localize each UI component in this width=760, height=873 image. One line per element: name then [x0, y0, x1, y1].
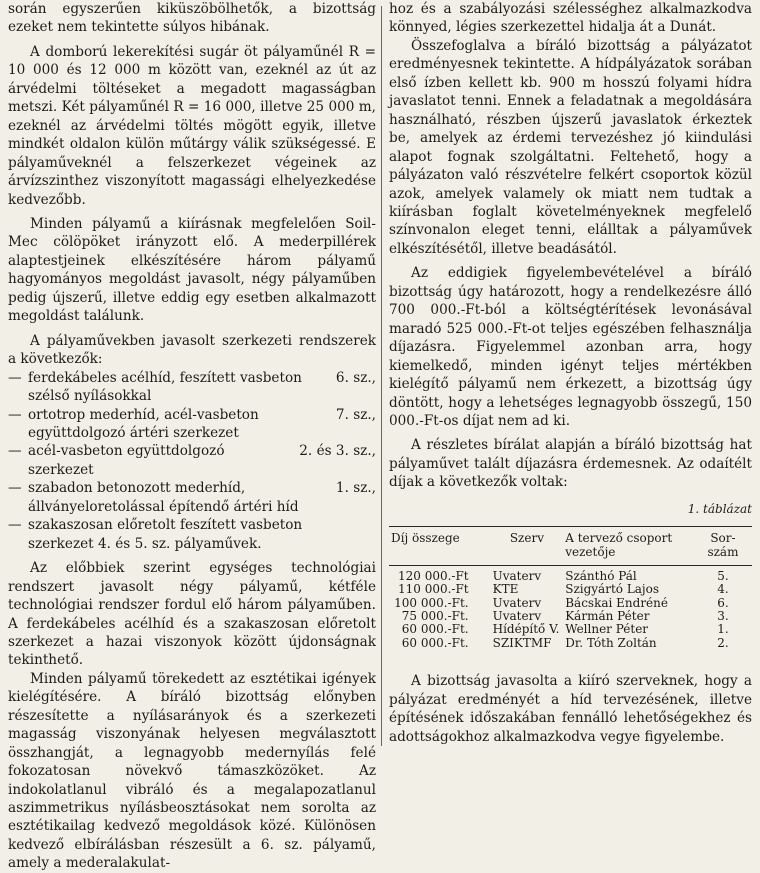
cell-org: KTE	[492, 582, 519, 597]
table-header-row	[389, 526, 752, 565]
list-item-number: 7. sz.,	[335, 406, 376, 423]
list-item: — ferdekábeles acélhíd, feszített vasbeton szélső nyílásokkal 6. sz.,	[8, 369, 376, 405]
column-header: Sor-szám	[707, 530, 739, 559]
cell-amount: 60 000.-Ft.	[401, 635, 469, 650]
column-header: Szerv	[509, 530, 544, 545]
cell-amount: 60 000.-Ft.	[401, 622, 469, 637]
structure-list	[8, 369, 376, 554]
table-row	[389, 623, 752, 636]
paragraph: Minden pályamű a kiírásnak megfelelően Soil-Mec cölöpöket irányzott elő. A mederpillérek alaptestjeinek elkészítésére három pályamű hagyományos megoldást javasolt, négy pályaműben pedig újszerű, illetve eddig egy esetben alkalmazott megoldást találunk.	[8, 215, 376, 325]
cell-number: 1.	[717, 622, 729, 637]
cell-org: Hídépítő V.	[492, 622, 560, 637]
list-item-text: szakaszosan előretolt feszített vasbeton szerkezet 4. és 5. sz. pályaművek.	[28, 517, 303, 552]
list-item-number	[370, 516, 376, 553]
cell-number: 3.	[717, 609, 729, 623]
paragraph: Az eddigiek figyelembevételével a bíráló bizottság úgy határozott, hogy a rendelkezésre álló 700 000.-Ft-ból a költségtérítések levonásával maradó 525 000.-Ft-ot teljes egészében felhasználja díjazásra. Figyelemmel azonban arra, hogy kiemelkedő, minden igényt teljes mértékben kielégítő pályamű nem érkezett, a bizottság úgy döntött, hogy a lehetséges legnagyobb összegű, 150 000.-Ft-os díjat nem ad ki.	[389, 265, 752, 429]
paragraph: A részletes bírálat alapján a bíráló bizottság hat pályaművet talált díjazásra érdemesnek. Az odaítélt díjak a következők voltak:	[389, 437, 752, 491]
list-item-number: 1. sz.,	[335, 480, 376, 497]
cell-org: SZIKTMF	[492, 635, 552, 650]
paragraph: Minden pályamű törekedett az esztétikai igények kielégítésére. A bíráló bizottság előnyben részesítette a nyílásarányok és a szerkezeti magasság viszonyának helyesen megválasztott összhangját, a legnagyobb medernyílás felé fokozatosan növekvő támaszközöket. Az indokolatlanul vibráló és a megalapozatlanul aszimmetrikus nyílásbeosztásokat nem sorolta az esztétikailag kedvező megoldások közé. Különösen kedvező elbírálásban részesült a 6. sz. pályamű, amely a mederalakulat-	[8, 670, 376, 872]
list-item-text: szabadon betonozott mederhíd, állványeloretolással építendő ártéri híd	[28, 480, 299, 515]
paragraph: során egyszerűen kiküszöbölhetők, a bizottság ezeket nem tekintette súlyos hibának.	[8, 1, 376, 36]
list-item-text: ortotrop mederhíd, acél-vasbeton együttdolgozó ártéri szerkezet	[28, 406, 259, 441]
prize-table	[389, 526, 752, 650]
cell-org: Uvaterv	[492, 595, 542, 610]
cell-number: 2.	[717, 635, 729, 650]
table-row	[389, 565, 752, 583]
cell-leader: Dr. Tóth Zoltán	[565, 635, 657, 650]
column-header: A tervező csoport vezetője	[565, 530, 673, 559]
cell-org: Uvaterv	[492, 609, 542, 623]
paragraph: hoz és a szabályozási szélességhez alkalmazkodva könnyed, légies szerkezettel hidalja át a Dunát.	[389, 1, 752, 36]
table-row	[389, 610, 752, 623]
cell-leader: Kármán Péter	[565, 609, 650, 623]
cell-org: Uvaterv	[492, 568, 542, 583]
cell-amount: 120 000.-Ft	[397, 568, 469, 583]
paragraph: Összefoglalva a bíráló bizottság a pályázatot eredményesnek tekintette. A hídpályázatok sorában első ízben kellett kb. 900 m hosszú folyami hídra javaslatot tenni. Ennek a feladatnak a megoldására használható, részben újszerű javaslatok érkeztek be, amelyek az érdemi tervezéshez jó kiindulási alapot fognak szolgáltatni. Feltehető, hogy a pályázaton való részvételre felkért csoportok közül azok, amelyek valamely ok miatt nem tudtak a kiírásban foglalt követelményeknek megfelelő színvonalon eleget tenni, elálltak a pályaművek elkészítésétől, illetve beadásától.	[389, 37, 752, 257]
cell-leader: Szigyártó Lajos	[565, 582, 660, 597]
list-item-number: 2. és 3. sz.,	[299, 443, 376, 460]
table-row	[389, 637, 752, 650]
list-item: — szakaszosan előretolt feszített vasbeton szerkezet 4. és 5. sz. pályaművek.	[8, 516, 376, 553]
table-caption: 1. táblázat	[687, 501, 752, 516]
list-item: — szabadon betonozott mederhíd, állványeloretolással építendő ártéri híd 1. sz.,	[8, 480, 376, 515]
column-divider	[381, 6, 382, 746]
cell-number: 5.	[717, 568, 729, 583]
left-column	[8, 0, 376, 873]
list-item: — acél-vasbeton együttdolgozó szerkezet 2. és 3. sz.,	[8, 443, 376, 478]
table-row	[389, 597, 752, 610]
paragraph: Az előbbiek szerint egységes technológiai rendszert javasolt négy pályamű, kétféle technológiai rendszer fordul elő három pályaműben. A ferdekábeles acélhíd és a szakaszosan előretolt szerkezet a hazai viszonyok között újdonságnak tekinthető.	[8, 560, 376, 669]
list-item-text: acél-vasbeton együttdolgozó szerkezet	[28, 443, 225, 478]
right-column	[389, 0, 752, 746]
list-item-number: 6. sz.,	[335, 369, 376, 386]
column-header: Díj összege	[391, 530, 460, 545]
table-row	[389, 583, 752, 596]
cell-leader: Szánthó Pál	[565, 568, 637, 583]
cell-number: 6.	[717, 595, 729, 610]
list-item: — ortotrop mederhíd, acél-vasbeton együttdolgozó ártéri szerkezet 7. sz.,	[8, 406, 376, 441]
paragraph: A domború lekerekítési sugár öt pályaműnél R = 10 000 és 12 000 m között van, ezeknél az út az árvédelmi töltéseket a megadott magasságban metszi. Két pályaműnél R = 16 000, illetve 25 000 m, ezeknél az árvédelmi töltés mögött egyik, illetve mindkét oldalon külön műtárgy válik szükségessé. E pályaműveknél a felszerkezet végeinek az árvízszinthez viszonyított magassági elhelyezkedése kedvezőbb.	[8, 43, 376, 208]
cell-amount: 110 000.-Ft	[397, 582, 469, 597]
cell-amount: 100 000.-Ft.	[394, 595, 469, 610]
paragraph: A pályaművekben javasolt szerkezeti rendszerek a következők:	[8, 332, 376, 368]
cell-amount: 75 000.-Ft.	[401, 609, 469, 623]
list-item-text: ferdekábeles acélhíd, feszített vasbeton szélső nyílásokkal	[28, 369, 302, 405]
cell-leader: Bácskai Endréné	[565, 595, 668, 610]
paragraph: A bizottság javasolta a kiíró szerveknek, hogy a pályázat eredményét a híd tervezésének, illetve építésének időszakában fennálló lehetőségekhez és adottságokhoz alkalmazkodva vegye figyelembe.	[389, 673, 752, 745]
cell-number: 4.	[717, 582, 729, 597]
cell-leader: Wellner Péter	[565, 622, 649, 637]
